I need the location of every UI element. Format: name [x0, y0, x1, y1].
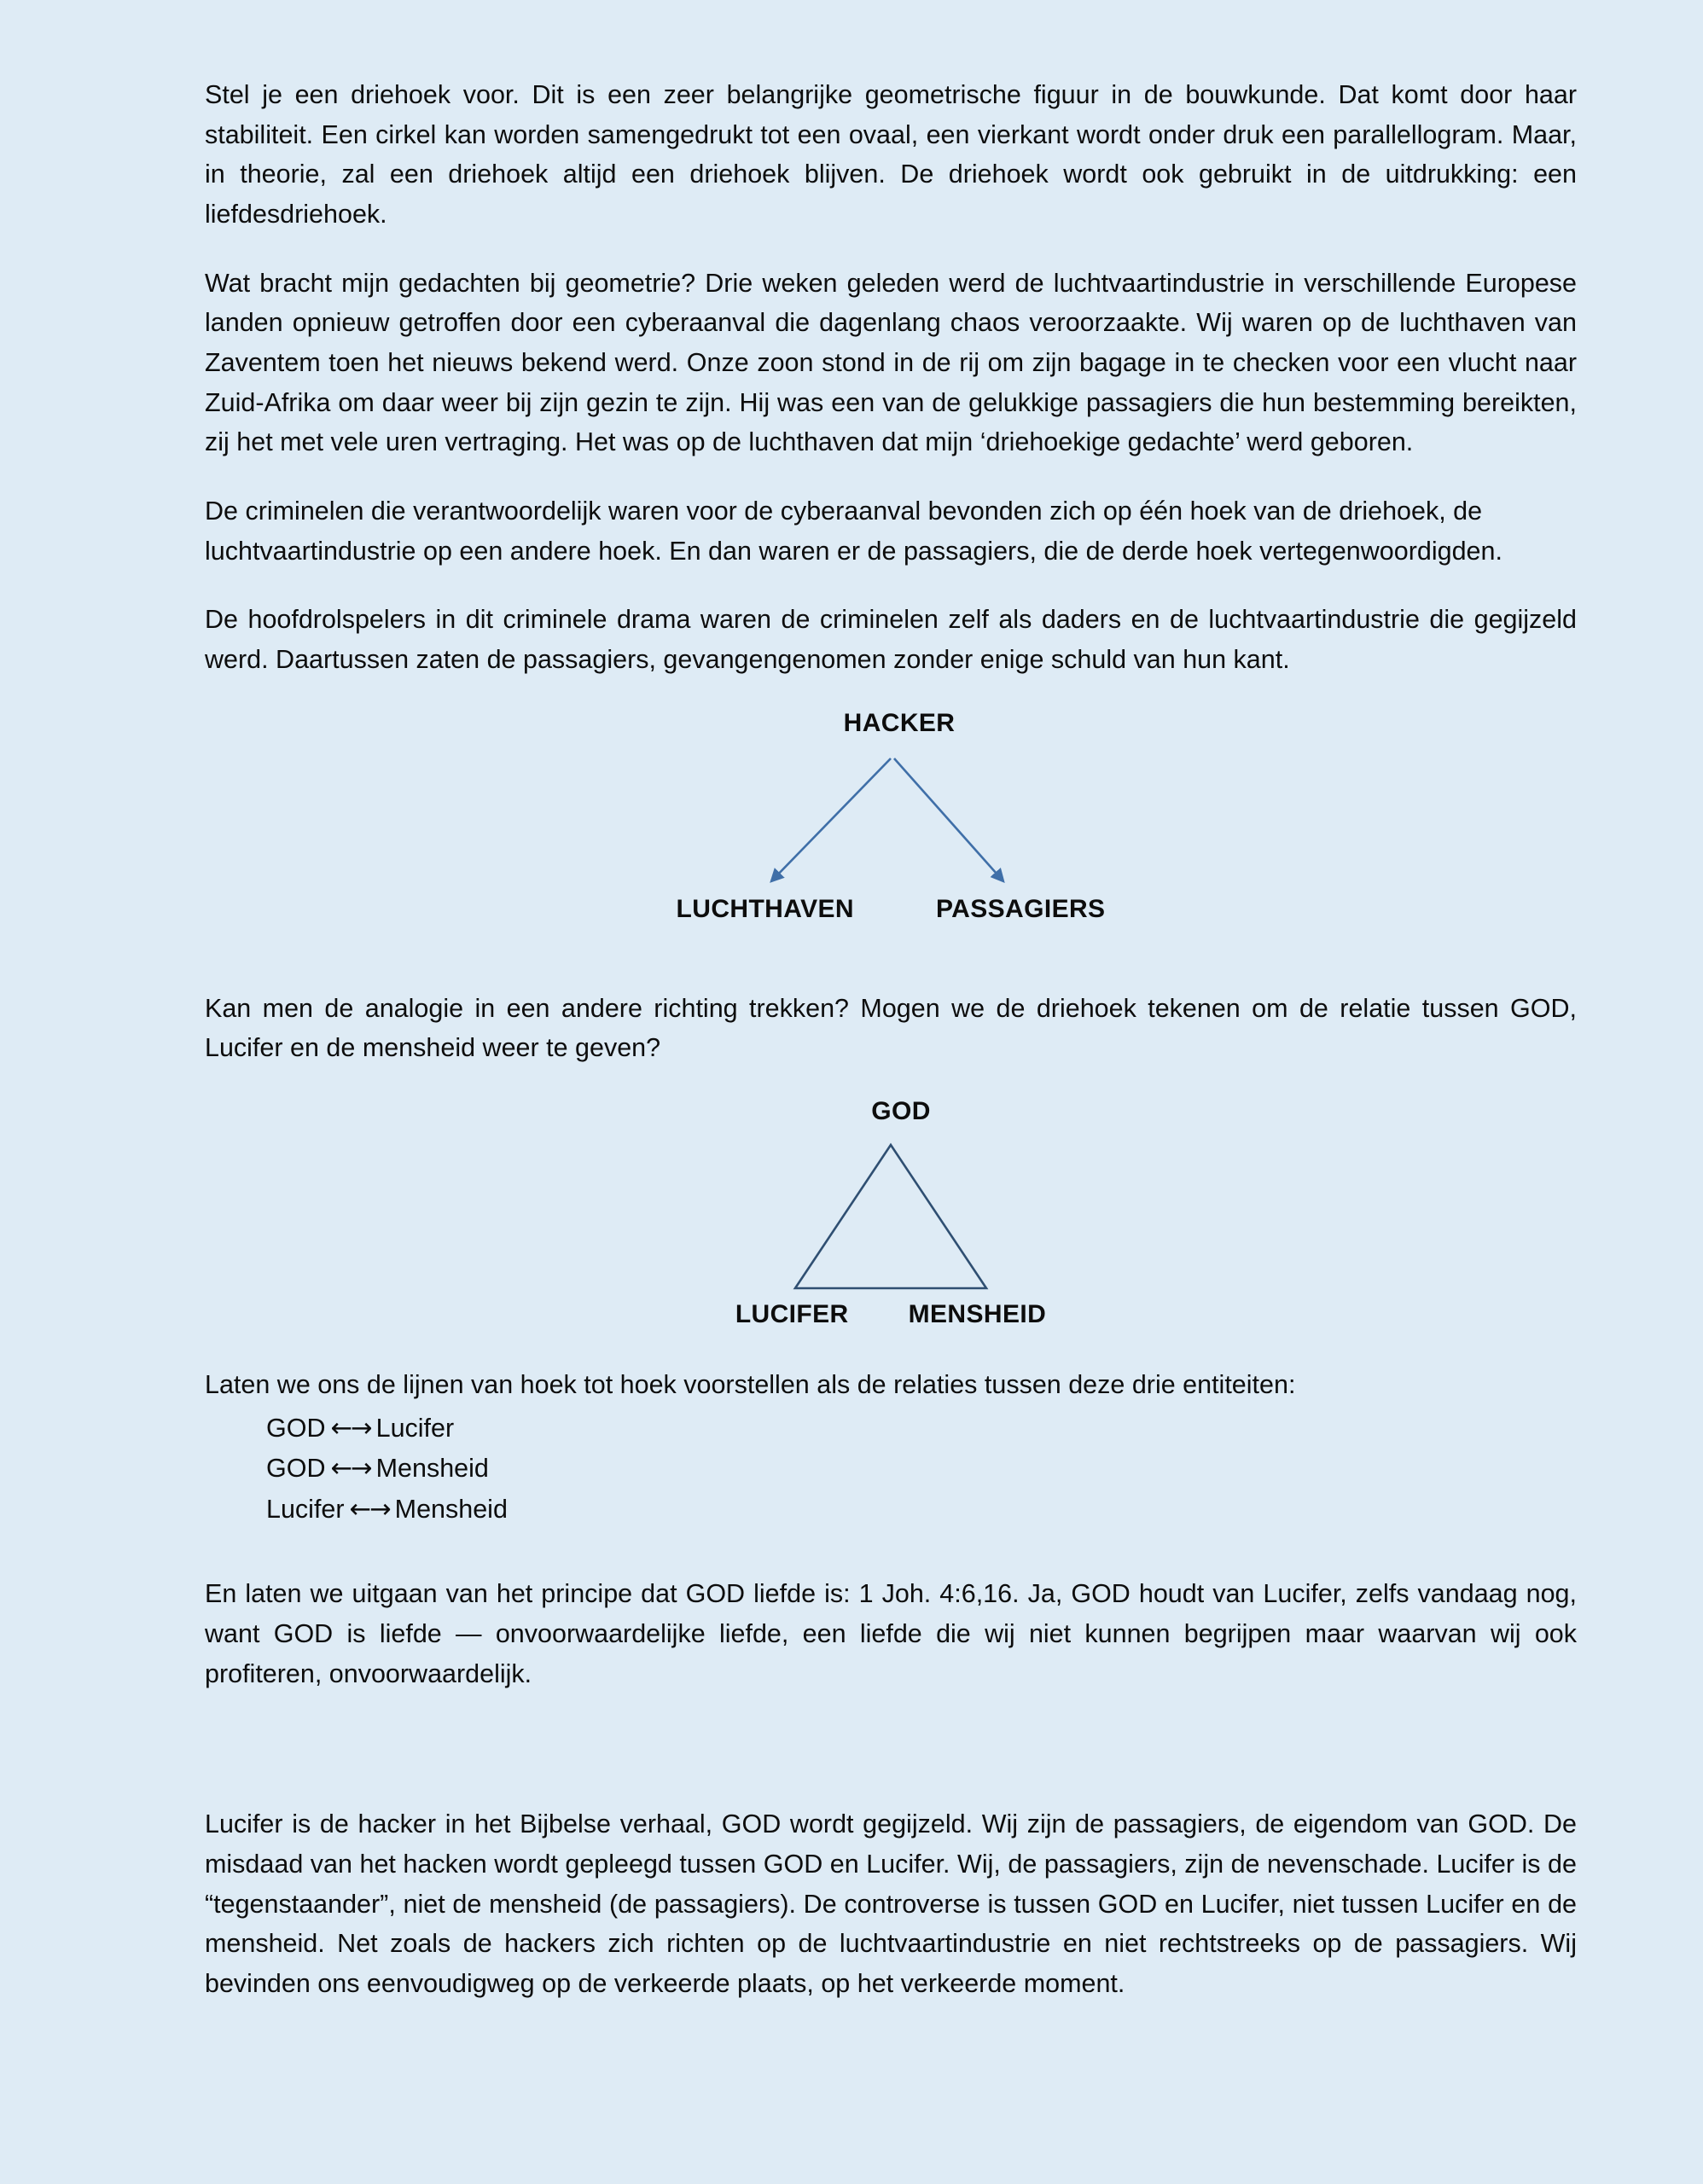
diagram-god-triangle-shape: [754, 1138, 1027, 1300]
paragraph-relations-intro: Laten we ons de lijnen van hoek tot hoek voorstellen als de relaties tussen deze drie entiteiten:: [205, 1369, 1296, 1399]
relation-arrow-icon: ←→: [330, 1454, 371, 1484]
relation-right: Mensheid: [375, 1454, 489, 1484]
relation-arrow-icon: ←→: [349, 1494, 390, 1525]
diagram-hacker-top-label: [205, 709, 1577, 738]
relations-list: [205, 1409, 1577, 1531]
paragraph-cyberattack: Wat bracht mijn gedachten bij geometrie? Drie weken geleden werd de luchtvaartindustrie in verschillende Europese landen opnieuw getroffen door een cyberaanval die dagenlang chaos veroorzaakte. Wij waren op de luchthaven van Zaventem toen het nieuws bekend werd. Onze zoon stond in de rij om zijn bagage in te checken voor een vlucht naar Zuid-Afrika om daar weer bij zijn gezin te zijn. Hij was een van de gelukkige passagiers die hun bestemming bereikten, zij het met vele uren vertraging. Het was op de luchthaven dat mijn ‘driehoekige gedachte’ werd geboren.: [205, 268, 1577, 457]
label-luchthaven: LUCHTHAVEN: [676, 894, 854, 923]
relation-right: Mensheid: [394, 1494, 508, 1524]
label-passagiers: PASSAGIERS: [935, 894, 1106, 923]
relation-right: Lucifer: [375, 1413, 455, 1443]
label-lucifer: LUCIFER: [735, 1299, 849, 1328]
diagram-hacker-triangle: [205, 709, 1577, 965]
label-god: GOD: [871, 1096, 931, 1125]
paragraph-lucifer-hacker: Lucifer is de hacker in het Bijbelse verhaal, GOD wordt gegijzeld. Wij zijn de passagiers, de eigendom van GOD. De misdaad van het hacken wordt gepleegd tussen GOD en Lucifer. Wij, de passagiers, zijn de nevenschade. Lucifer is de “tegenstaander”, niet de mensheid (de passagiers). De controverse is tussen GOD en Lucifer, niet tussen Lucifer en de mensheid. Net zoals de hackers zich richten op de luchtvaartindustrie en niet rechtstreeks op de passagiers. Wij bevinden ons eenvoudigweg op de verkeerde plaats, op het verkeerde moment.: [205, 1809, 1577, 1999]
relation-item: [205, 1449, 1577, 1490]
paragraph-god-is-love: En laten we uitgaan van het principe dat GOD liefde is: 1 Joh. 4:6,16. Ja, GOD houdt van Lucifer, zelfs vandaag nog, want GOD is liefde — onvoorwaardelijke liefde, een liefde die wij niet kunnen begrijpen maar waarvan wij ook profiteren, onvoorwaardelijk.: [205, 1579, 1577, 1688]
relation-item: [205, 1409, 1577, 1449]
relation-left: GOD: [266, 1454, 326, 1484]
paragraph-main-actors: De hoofdrolspelers in dit criminele drama waren de criminelen zelf als daders en de luchtvaartindustrie die gegijzeld werd. Daartussen zaten de passagiers, gevangengenomen zonder enige schuld van hun kant.: [205, 605, 1577, 674]
spacer: [205, 1722, 1577, 1804]
diagram-hacker-arrows: [712, 753, 1070, 907]
label-mensheid: MENSHEID: [908, 1299, 1047, 1328]
relation-arrow-icon: ←→: [330, 1413, 371, 1443]
relation-item: [205, 1490, 1577, 1531]
diagram-god-top-label: [205, 1097, 1577, 1126]
label-hacker: HACKER: [843, 708, 956, 737]
paragraph-analogy-question: Kan men de analogie in een andere richting trekken? Mogen we de driehoek tekenen om de relatie tussen GOD, Lucifer en de mensheid weer te geven?: [205, 993, 1577, 1063]
spacer: [205, 1530, 1577, 1574]
relation-left: Lucifer: [266, 1494, 345, 1524]
paragraph-intro-triangle: Stel je een driehoek voor. Dit is een zeer belangrijke geometrische figuur in de bouwkunde. Dat komt door haar stabiliteit. Een cirkel kan worden samengedrukt tot een ovaal, een vierkant wordt onder druk een parallellogram. Maar, in theorie, zal een driehoek altijd een driehoek blijven. De driehoek wordt ook gebruikt in de uitdrukking: een liefdesdriehoek.: [205, 80, 1577, 229]
diagram-god-triangle: [205, 1097, 1577, 1353]
diagram-god-bottom-labels: [205, 1300, 1577, 1329]
diagram-hacker-bottom-labels: [205, 895, 1577, 924]
paragraph-three-corners: De criminelen die verantwoordelijk waren voor de cyberaanval bevonden zich op één hoek van de driehoek, de luchtvaartindustrie op een andere hoek. En dan waren er de passagiers, die de derde hoek vertegenwoordigden.: [205, 496, 1502, 566]
relation-left: GOD: [266, 1413, 326, 1443]
